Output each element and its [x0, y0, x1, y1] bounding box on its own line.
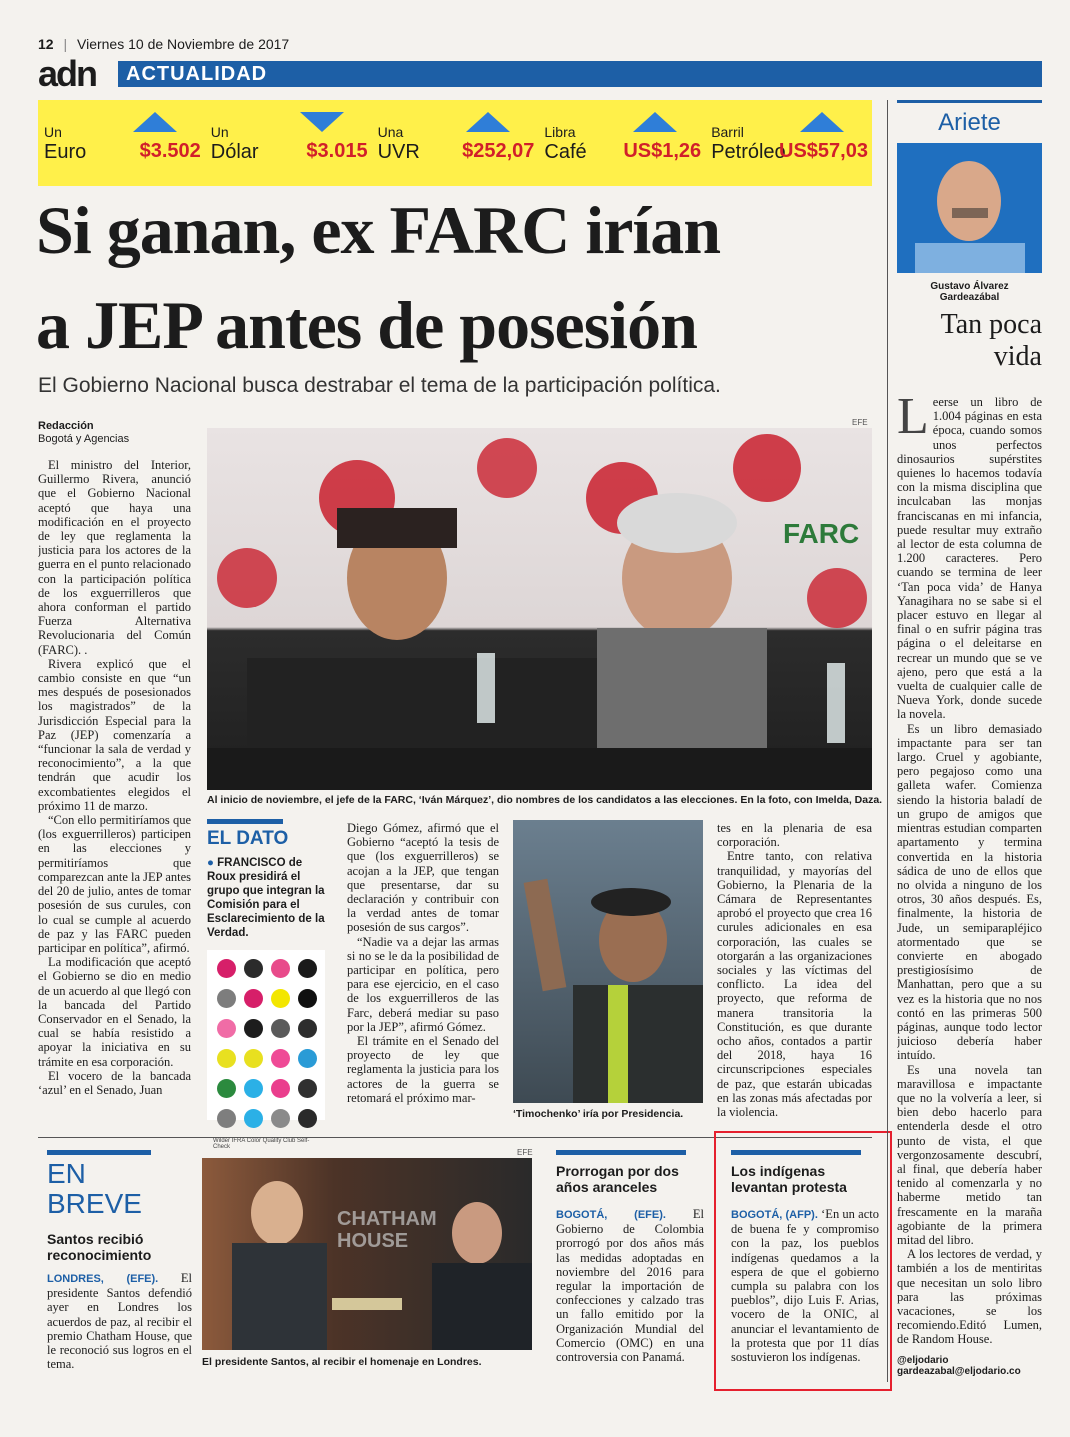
paragraph: El vocero de la bancada ‘azul’ en el Senado, Juan [38, 1068, 191, 1097]
color-swatch [217, 1019, 236, 1038]
ticker-label-bottom: Café [544, 141, 587, 163]
paragraph: Diego Gómez, afirmó que el Gobierno “aceptó la tesis de que (los exguerrilleros) se acojan a la JEP, que tengan que presentarse, dar su declaración y contribuir con la verdad antes de tomar posesión de sus cargos”. [347, 821, 499, 935]
santos-backdrop-2: HOUSE [337, 1230, 409, 1252]
page-date: Viernes 10 de Noviembre de 2017 [77, 36, 290, 52]
column-divider [887, 100, 888, 1382]
color-swatch [271, 1109, 290, 1128]
santos-photo [202, 1158, 532, 1350]
headline-line-2: a JEP antes de posesión [36, 287, 697, 363]
ticker-label-top: Libra [544, 124, 576, 140]
el-dato-box [207, 819, 332, 1150]
indigenas-body [731, 1207, 879, 1364]
section-bar [118, 61, 1042, 87]
timochenko-caption: ‘Timochenko’ iría por Presidencia. [513, 1108, 684, 1120]
ticker-label-bottom: Petróleo [711, 141, 786, 163]
header-divider: | [63, 36, 68, 52]
aranceles-box [556, 1150, 704, 1364]
paragraph: El trámite en el Senado del proyecto de ley que reglamenta la justicia para los actores de la guerra se retomará el próximo mar- [347, 1034, 499, 1105]
ticker-item [372, 100, 539, 186]
ticker-label-bottom: Euro [44, 141, 87, 163]
aranceles-text: El Gobierno de Colombia prorrogó por dos años más las medidas adoptadas en noviembre del 2016 para regular la importación de confecciones y calzado tras un fallo emitido por la Organización Mundial del Comercio (OMC) en una controversia con Panamá. [556, 1207, 704, 1365]
color-swatch [271, 1019, 290, 1038]
ticker-item [705, 100, 872, 186]
aranceles-rule [556, 1150, 686, 1155]
arrow-up-icon [800, 112, 844, 132]
color-swatch [298, 1019, 317, 1038]
en-breve-text: El presidente Santos defendió ayer en Londres los acuerdos de paz, al recibir el premio Chatham House, que le reconoció sus logros en el tema. [47, 1271, 192, 1372]
color-swatch [298, 1079, 317, 1098]
color-swatch [244, 1049, 263, 1068]
santos-photo-credit: EFE [517, 1148, 533, 1157]
arrow-up-icon [466, 112, 510, 132]
paragraph: “Nadie va a dejar las armas si no se le da la posibilidad de participar en política, pero para ese ejercicio, en el caso de los exguerrilleros de las Farc, deberá mediar su paso por la JEP”, afirmó Gómez. [347, 934, 499, 1034]
ticker-item [205, 100, 372, 186]
columnist-name-1: Gustavo Álvarez [930, 281, 1009, 292]
color-swatch [244, 1079, 263, 1098]
ticker-label-bottom: Dólar [210, 141, 259, 163]
el-dato-body: de Roux presidirá el grupo que integran la Comisión para el Esclarecimiento de la Verdad. [207, 857, 325, 939]
paragraph: “Con ello permitiríamos que (los exguerrilleros) participen en las elecciones y permitiríamos que comparezcan ante la JEP antes del 20 de julio, antes de tomar posesión de sus curules, con lo cual se cumple al acuerdo de paz y las FARC pueden participar en política”, afirmó. [38, 813, 191, 955]
ticker-label-top: Barril [711, 124, 744, 140]
color-swatch [244, 1109, 263, 1128]
ticker-value: $252,07 [462, 140, 535, 162]
byline-location: Bogotá y Agencias [38, 433, 130, 445]
column-title-1: Tan poca [940, 309, 1042, 340]
column-title-2: vida [993, 341, 1042, 372]
indigenas-text: ‘En un acto de buena fe y compromiso con la paz, los pueblos indígenas quedamos a la espera de que el gobierno cumpla su palabra con los pueblos”, dijo Luis F. Arias, vocero de la ONIC, al anunciar el levantamiento de la protesta que por 11 días sostuvieron los indígenas. [731, 1207, 879, 1365]
dateline: BOGOTÁ, (EFE). [556, 1209, 666, 1221]
timochenko-illustration [513, 820, 703, 1103]
ticker-item [38, 100, 205, 186]
columnist-illustration [897, 143, 1042, 273]
color-swatch [244, 989, 263, 1008]
color-swatch [271, 1079, 290, 1098]
paragraph: A los lectores de verdad, y también a los de mentiritas que necesitan un solo libro para las próximas vacaciones, se los recomiendo.Editó Lumen, de Random House. [897, 1247, 1042, 1347]
color-swatch [298, 959, 317, 978]
page-header [38, 36, 1042, 56]
columnist-name-2: Gardeazábal [939, 292, 1000, 303]
en-breve-rule [47, 1150, 151, 1155]
el-dato-text [207, 856, 332, 940]
indigenas-box [731, 1150, 879, 1364]
color-swatch [217, 1109, 236, 1128]
paragraph: La modificación que aceptó el Gobierno se dio en medio de un acuerdo al que llegó con la bancada del Partido Conservador en el Senado, la cual se había resistido a apoyar la iniciativa en su trámite en esa corporación. [38, 955, 191, 1069]
dateline: LONDRES, (EFE). [47, 1273, 159, 1285]
main-photo-illustration [207, 428, 872, 790]
bullet: ● [207, 857, 214, 869]
paragraph: tes en la plenaria de esa corporación. [717, 821, 872, 850]
main-photo-banner-text: FARC [783, 518, 860, 549]
paragraph: Rivera explicó que el cambio consiste en que “un mes después de posesionados los magistrados” de la Jurisdicción Especial para la Paz (JEP) comenzaría a “funcionar la sala de verdad y reconocimiento”, a la que tendrán que acudir los excombatientes elegidos el próximo 11 de marzo. [38, 656, 191, 813]
indigenas-title: Los indígenas levantan protesta [731, 1163, 847, 1195]
ariete-title: Ariete [897, 100, 1042, 143]
byline [38, 420, 198, 446]
paragraph: Es una novela tan maravillosa e impactante que no la volvería a leer, si bien debo hacerlo para entenderla desde el otro punto de vista, el que vergonzosamente descubrí, al final, que debería haber tenido al comenzarla y no haberme metido tan frescamente en la maraña agobiante de la primera mitad del libro. [897, 1062, 1042, 1247]
timochenko-photo [513, 820, 703, 1103]
article-column-5 [717, 821, 872, 1121]
main-photo-caption: Al inicio de noviembre, el jefe de la FARC, ‘Iván Márquez’, dio nombres de los candidatos a las elecciones. En la foto, con Imelda, Daza. [207, 794, 883, 806]
article-column-3 [347, 821, 499, 1121]
color-swatch [217, 1079, 236, 1098]
en-breve-box [47, 1150, 192, 1371]
color-swatch [244, 959, 263, 978]
color-swatch [271, 959, 290, 978]
ticker-value: US$57,03 [779, 140, 868, 162]
columnist-email: gardeazabal@eljodario.co [897, 1366, 1021, 1377]
color-swatch [271, 989, 290, 1008]
brand-logo: adn [38, 53, 97, 94]
color-swatch [298, 989, 317, 1008]
arrow-down-icon [300, 112, 344, 132]
dateline: BOGOTÁ, (AFP). [731, 1209, 818, 1221]
ticker-label-bottom: UVR [377, 141, 420, 163]
ticker-value: $3.502 [139, 140, 201, 162]
page-number: 12 [38, 36, 54, 52]
byline-author: Redacción [38, 420, 94, 432]
color-swatch-card [207, 950, 325, 1150]
ticker-value: US$1,26 [623, 140, 702, 162]
aranceles-title: Prorrogan por dos años aranceles [556, 1163, 679, 1195]
ariete-body [897, 395, 1042, 1355]
santos-backdrop-1: CHATHAM [337, 1208, 437, 1230]
color-swatch [298, 1109, 317, 1128]
paragraph [897, 395, 1042, 722]
subheadline: El Gobierno Nacional busca destrabar el tema de la participación política. [38, 374, 721, 397]
en-breve-title-2: BREVE [47, 1188, 142, 1219]
paragraph: El ministro del Interior, Guillermo Rivera, anunció que el Gobierno Nacional aceptó que haya una modificación en el proyecto de ley que reglamenta la justicia para los actores de la guerra en el punto relacionado con la participación política de los exguerrilleros que ahora conforman el partido Fuerza Alternativa Revolucionaria del Común (FARC). . [38, 458, 191, 657]
paragraph: Entre tanto, con relativa tranquilidad, y mayorías del Gobierno, la Plenaria de la Cámara de Representantes aprobó el proyecto que crea 16 curules adicionales en esa corporación, las cuales se otorgarán a las organizaciones sociales y las víctimas del conflicto. La idea del proyecto, que reforma de manera transitoria la Constitución, es que durante ocho años, contados a partir del 2018, haya 16 circunscripciones especiales de paz, que estarán ubicadas en las zonas más afectadas por la violencia. [717, 849, 872, 1120]
headline-line-1: Si ganan, ex FARC irían [36, 192, 721, 268]
ticker-label-top: Un [44, 124, 62, 140]
ticker-bar [38, 100, 872, 186]
color-swatch [271, 1049, 290, 1068]
en-breve-title-1: EN [47, 1158, 86, 1189]
arrow-up-icon [133, 112, 177, 132]
color-swatch [298, 1049, 317, 1068]
section-title: ACTUALIDAD [126, 63, 268, 85]
santos-illustration [202, 1158, 532, 1350]
drop-cap: L [897, 395, 929, 445]
article-column-1 [38, 458, 191, 1120]
swatch-card-label: Wilder IFRA Color Quality Club Self-Check [213, 1138, 310, 1150]
aranceles-body [556, 1207, 704, 1364]
santos-caption: El presidente Santos, al recibir el homenaje en Londres. [202, 1356, 482, 1368]
arrow-up-icon [633, 112, 677, 132]
indigenas-rule [731, 1150, 861, 1155]
el-dato-name: FRANCISCO [217, 857, 286, 869]
columnist-handle: @eljodario [897, 1355, 949, 1366]
ticker-label-top: Una [377, 124, 404, 140]
color-swatch [217, 1049, 236, 1068]
main-photo-credit: EFE [852, 418, 868, 427]
color-swatch [217, 959, 236, 978]
en-breve-item-title: Santos recibió reconocimiento [47, 1231, 152, 1263]
color-swatch [217, 989, 236, 1008]
ticker-item [538, 100, 705, 186]
columnist-photo [897, 143, 1042, 273]
main-photo [207, 428, 872, 790]
ariete-column [897, 100, 1042, 1377]
color-swatch [244, 1019, 263, 1038]
ticker-value: $3.015 [306, 140, 368, 162]
el-dato-title: EL DATO [207, 828, 289, 849]
paragraph: Es un libro demasiado impactante para ser tan largo. Cruel y agobiante, pero pegajoso como una galleta wafer. Comienza siendo la historia baladí de un grupo de amigos que mientras estudian comparten apartamento y termina convertida en la historia sádica de uno de ellos que no olvida a ninguno de los otros, 30 años después. Es, finalmente, la historia de Jude, un semiparapléjico atormentado que se convierte en abogado prestigiosísimo de Manhattan, pero que a su vez es la historia que no nos contó en las primeras 500 páginas, aunque todo lector juicioso debería haber intuído. [897, 721, 1042, 1063]
en-breve-item-body [47, 1271, 192, 1371]
ticker-label-top: Un [210, 124, 229, 140]
el-dato-rule [207, 819, 283, 824]
paragraph-text: eerse un libro de 1.004 páginas en esta época, cuando somos unos perfectos dinosaurios supérstites quienes lo hacemos todavía con la misma disciplina que inculcaban las monjas franciscanas en mi infancia, puede resultar muy extraño al lector de esta columna de 1.200 caracteres. Pero cuando se termina de leer ‘Tan poca vida’ de Hanya Yanagihara no se sabe si el placer estuvo en llegar al final o en sufrir página tras página o el deleitarse en recrear un mundo que se ve ajeno, pero que está a la vuelta de cualquier calle de Nueva York, donde sucede la novela. [897, 395, 1042, 722]
